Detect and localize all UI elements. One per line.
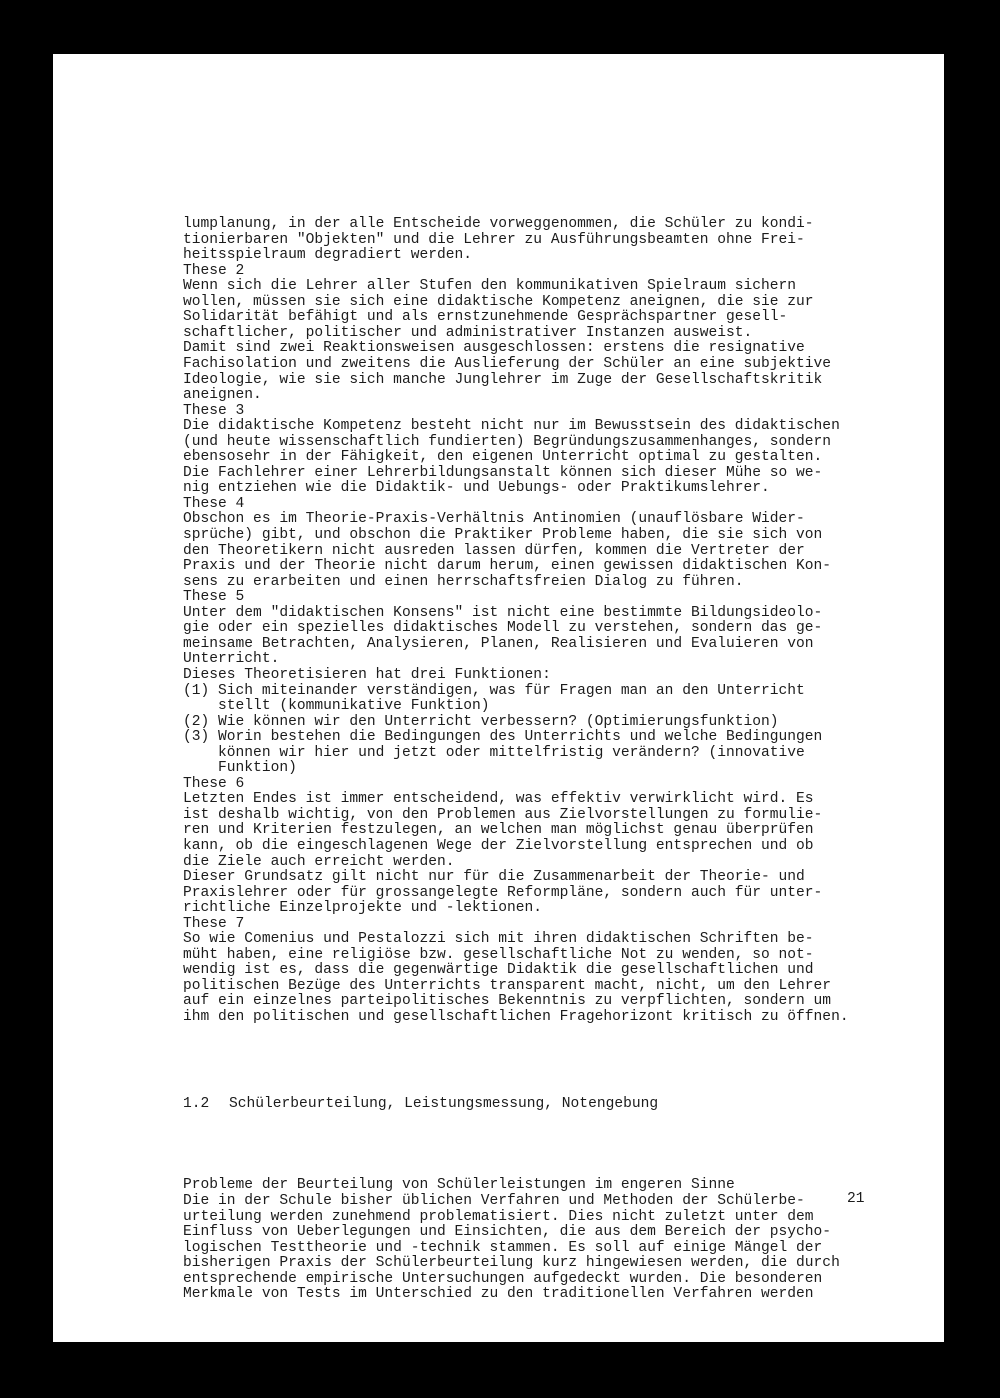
section-heading	[183, 1097, 913, 1113]
page-number: 21	[847, 1191, 865, 1207]
text-line: Funktion)	[183, 760, 297, 777]
text-line: wendig ist es, dass die gegenwärtige Didaktik die gesellschaftlichen und	[183, 962, 814, 979]
text-line: These 3	[183, 402, 245, 419]
text-line: kann, ob die eingeschlagenen Wege der Zielvorstellung entsprechen und ob	[183, 837, 814, 854]
text-line: politischen Bezüge des Unterrichts transparent macht, nicht, um den Lehrer	[183, 977, 832, 994]
text-line: So wie Comenius und Pestalozzi sich mit ihren didaktischen Schriften be-	[183, 931, 814, 948]
text-line: Dieser Grundsatz gilt nicht nur für die Zusammenarbeit der Theorie- und	[183, 869, 805, 886]
text-line: These 2	[183, 262, 245, 279]
text-line: gie oder ein spezielles didaktisches Modell zu verstehen, sondern das ge-	[183, 620, 823, 637]
text-line: These 7	[183, 915, 245, 932]
document-page	[53, 54, 944, 1342]
text-line: sens zu erarbeiten und einen herrschaftsfreien Dialog zu führen.	[183, 573, 744, 590]
text-line: ebensosehr in der Fähigkeit, den eigenen Unterricht optimal zu gestalten.	[183, 449, 823, 466]
text-line: Damit sind zwei Reaktionsweisen ausgeschlossen: erstens die resignative	[183, 340, 805, 357]
text-line: Probleme der Beurteilung von Schülerleistungen im engeren Sinne	[183, 1177, 735, 1194]
body-text-block-1	[183, 217, 913, 1025]
text-line: (3) Worin bestehen die Bedingungen des Unterrichts und welche Bedingungen	[183, 729, 823, 746]
body-text-block-2	[183, 1178, 913, 1302]
text-line: stellt (kommunikative Funktion)	[183, 698, 490, 715]
text-line: ist deshalb wichtig, von den Problemen aus Zielvorstellungen zu formulie-	[183, 806, 823, 823]
text-line: heitsspielraum degradiert werden.	[183, 247, 473, 264]
text-line: Fachisolation und zweitens die Auslieferung der Schüler an eine subjektive	[183, 356, 832, 373]
text-line: Die didaktische Kompetenz besteht nicht nur im Bewusstsein des didaktischen	[183, 418, 840, 435]
text-line: bisherigen Praxis der Schülerbeurteilung kurz hingewiesen werden, die durch	[183, 1255, 840, 1272]
text-line: sprüche) gibt, und obschon die Praktiker Probleme haben, die sie sich von	[183, 527, 823, 544]
text-line: Praxislehrer oder für grossangelegte Reformpläne, sondern auch für unter-	[183, 884, 823, 901]
text-line: urteilung werden zunehmend problematisiert. Dies nicht zuletzt unter dem	[183, 1208, 814, 1225]
text-line: Die in der Schule bisher üblichen Verfahren und Methoden der Schülerbe-	[183, 1193, 805, 1209]
text-line: These 4	[183, 495, 245, 512]
text-line: (1) Sich miteinander verständigen, was für Fragen man an den Unterricht	[183, 682, 805, 699]
text-line: Letzten Endes ist immer entscheidend, was effektiv verwirklicht wird. Es	[183, 791, 814, 808]
text-line: ihm den politischen und gesellschaftlichen Fragehorizont kritisch zu öffnen.	[183, 1008, 849, 1025]
text-line: Die Fachlehrer einer Lehrerbildungsanstalt können sich dieser Mühe so we-	[183, 464, 823, 481]
text-line: Unter dem "didaktischen Konsens" ist nicht eine bestimmte Bildungsideolo-	[183, 604, 823, 621]
text-line: schaftlicher, politischer und administrativer Instanzen ausweist.	[183, 324, 753, 341]
section-title: Schülerbeurteilung, Leistungsmessung, Notengebung	[229, 1095, 659, 1112]
text-line: nig entziehen wie die Didaktik- und Uebungs- oder Praktikumslehrer.	[183, 480, 770, 497]
text-line: Praxis und der Theorie nicht darum herum, einen gewissen didaktischen Kon-	[183, 558, 832, 575]
text-line: Dieses Theoretisieren hat drei Funktionen:	[183, 666, 551, 683]
text-line: die Ziele auch erreicht werden.	[183, 853, 455, 870]
text-line: richtliche Einzelprojekte und -lektionen.	[183, 900, 543, 917]
text-line: These 6	[183, 775, 245, 792]
text-line: wollen, müssen sie sich eine didaktische Kompetenz aneignen, die sie zur	[183, 293, 814, 310]
text-line: Einfluss von Ueberlegungen und Einsichten, die aus dem Bereich der psycho-	[183, 1224, 832, 1241]
text-line: tionierbaren "Objekten" und die Lehrer zu Ausführungsbeamten ohne Frei-	[183, 231, 805, 248]
text-line: These 5	[183, 589, 245, 606]
text-line: ren und Kriterien festzulegen, an welchen man möglichst genau überprüfen	[183, 822, 814, 839]
page-body	[183, 186, 913, 1334]
text-line: meinsame Betrachten, Analysieren, Planen, Realisieren und Evaluieren von	[183, 635, 814, 652]
text-line: Obschon es im Theorie-Praxis-Verhältnis Antinomien (unauflösbare Wider-	[183, 511, 805, 528]
text-line: aneignen.	[183, 387, 262, 404]
text-line: entsprechende empirische Untersuchungen aufgedeckt wurden. Die besonderen	[183, 1270, 823, 1287]
text-line: Ideologie, wie sie sich manche Junglehrer im Zuge der Gesellschaftskritik	[183, 371, 823, 388]
text-line: können wir hier und jetzt oder mittelfristig verändern? (innovative	[183, 744, 805, 761]
text-line: Wenn sich die Lehrer aller Stufen den kommunikativen Spielraum sichern	[183, 278, 797, 295]
text-line: auf ein einzelnes parteipolitisches Bekenntnis zu verpflichten, sondern um	[183, 993, 832, 1010]
text-line: (und heute wissenschaftlich fundierten) Begründungszusammenhanges, sondern	[183, 433, 832, 450]
text-line: den Theoretikern nicht ausreden lassen dürfen, kommen die Vertreter der	[183, 542, 805, 559]
text-line: Merkmale von Tests im Unterschied zu den traditionellen Verfahren werden	[183, 1286, 814, 1303]
text-line: Unterricht.	[183, 651, 280, 668]
text-line: Solidarität befähigt und als ernstzunehmende Gesprächspartner gesell-	[183, 309, 788, 326]
text-line: müht haben, eine religiöse bzw. gesellschaftliche Not zu wenden, so not-	[183, 946, 814, 963]
text-line: logischen Testtheorie und -technik stammen. Es soll auf einige Mängel der	[183, 1239, 823, 1256]
text-line: (2) Wie können wir den Unterricht verbessern? (Optimierungsfunktion)	[183, 713, 779, 730]
section-number: 1.2	[183, 1095, 210, 1112]
text-line: lumplanung, in der alle Entscheide vorweggenommen, die Schüler zu kondi-	[183, 216, 814, 233]
